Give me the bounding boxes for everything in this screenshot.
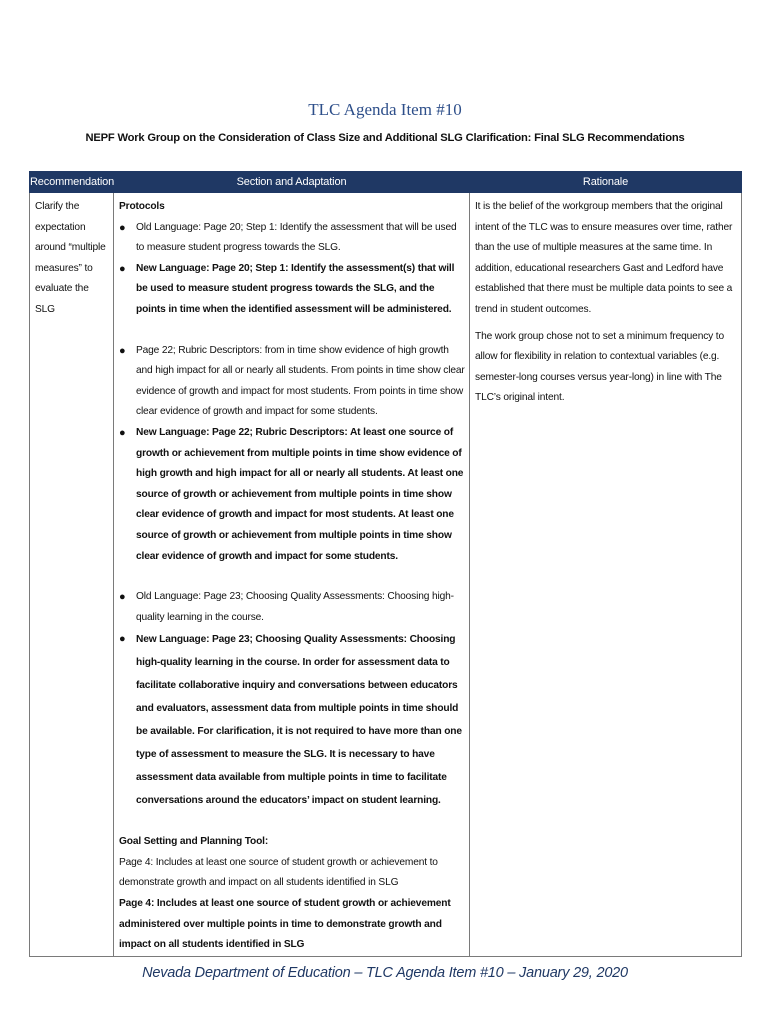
rationale-cell [470, 193, 742, 957]
rationale-paragraph: The work group chose not to set a minimum frequency to allow for flexibility in relation to contextual variables (e.g. semester-long courses versus year-long) in line with The TLC’s original intent. [475, 330, 724, 404]
bullet-dot-icon: ● [119, 591, 126, 604]
list-item [119, 218, 466, 259]
list-item [119, 423, 466, 567]
list-item-text: New Language: Page 23; Choosing Quality Assessments: Choosing high-quality learning in the course. In order for assessment data to facilitate collaborative inquiry and conversations between educators and evaluators, assessment data from multiple points in time should be available. For clarification, it is not required to have more than one type of assessment to measure the SLG. It is necessary to have assessment data available from multiple points in time to facilitate conversations around the educators’ impact on student learning. [136, 634, 462, 807]
list-item-text: Old Language: Page 20; Step 1: Identify the assessment that will be used to measure student progress towards the SLG. [136, 221, 457, 254]
goal-setting-heading: Goal Setting and Planning Tool: [119, 836, 269, 848]
list-item-text: New Language: Page 20; Step 1: Identify the assessment(s) that will be used to measure student progress towards the SLG, and the points in time when the identified assessment will be administered. [136, 262, 455, 315]
list-item [119, 587, 466, 628]
page-footer: Nevada Department of Education – TLC Agenda Item #10 – January 29, 2020 [142, 965, 628, 981]
list-item-text: Page 22; Rubric Descriptors: from in time show evidence of high growth and high impact for all or nearly all students. From points in time show clear evidence of growth and impact for most students. From points in time show clear evidence of growth and impact for some students. [136, 344, 465, 418]
header-rationale: Rationale [470, 172, 742, 193]
bullet-dot-icon: ● [119, 262, 126, 275]
table-header-row [30, 172, 742, 193]
recommendation-cell: Clarify the expectation around “multiple measures” to evaluate the SLG [30, 193, 114, 957]
header-section-adaptation: Section and Adaptation [114, 172, 470, 193]
rationale-paragraph: It is the belief of the workgroup members that the original intent of the TLC was to ensure measures over time, rather than the use of multiple measures at the same time. In addition, educational researchers Gast and Ledford have established that there must be multiple data points to see a trend in student outcomes. [475, 201, 733, 315]
protocols-heading: Protocols [119, 201, 165, 212]
bullet-dot-icon: ● [119, 221, 126, 234]
page-subtitle: NEPF Work Group on the Consideration of Class Size and Additional SLG Clarification: Final SLG Recommendations [85, 132, 685, 144]
bullet-dot-icon: ● [119, 426, 126, 439]
recommendations-table [29, 171, 742, 957]
table-row [30, 193, 742, 957]
header-recommendation: Recommendation [30, 172, 114, 193]
bullet-dot-icon: ● [119, 633, 126, 646]
section-adaptation-cell [114, 193, 470, 957]
list-item-text: Old Language: Page 23; Choosing Quality Assessments: Choosing high-quality learning in the course. [136, 591, 454, 623]
list-item-text: New Language: Page 22; Rubric Descriptors: At least one source of growth or achievement from multiple points in time show evidence of high growth and high impact for all or nearly all students. At least one source of growth or achievement from multiple points in time show clear evidence of growth and impact for most students. At least one source of growth or achievement from multiple points in time show clear evidence of growth and impact for some students. [136, 426, 464, 562]
page-title: TLC Agenda Item #10 [308, 100, 462, 119]
list-item [119, 628, 466, 812]
bullet-dot-icon: ● [119, 344, 126, 357]
goal-new-text: Page 4: Includes at least one source of student growth or achievement administered over multiple points in time to demonstrate growth and impact on all students identified in SLG [119, 898, 451, 951]
goal-old-text: Page 4: Includes at least one source of student growth or achievement to demonstrate growth and impact on all students identified in SLG [119, 856, 438, 889]
list-item [119, 259, 466, 321]
list-item [119, 341, 466, 423]
